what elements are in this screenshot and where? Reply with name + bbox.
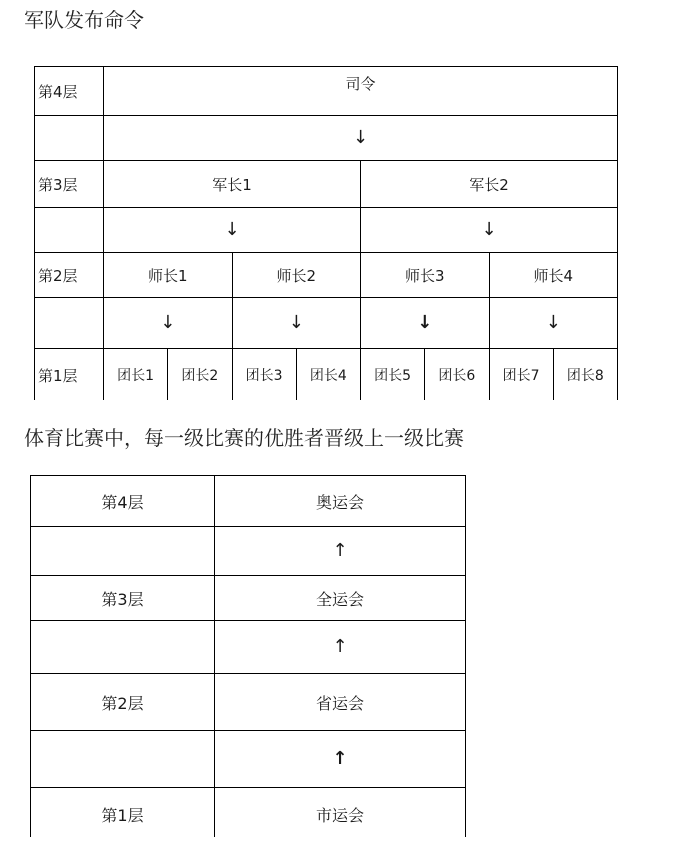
level-label-2: 第2层 (35, 253, 103, 297)
up-arrow-icon: ↑ (332, 636, 348, 657)
down-arrow-icon: ↓ (288, 312, 304, 333)
regiment-commander-cell: 团长7 (490, 349, 553, 401)
arrow-cell (215, 731, 465, 787)
event-cell: 奥运会 (215, 476, 465, 526)
up-arrow-icon: ↑ (332, 540, 348, 561)
regiment-commander-cell: 团长2 (168, 349, 231, 401)
arrow-cell (490, 298, 618, 348)
arrow-cell (215, 621, 465, 673)
army-commander-cell: 军长2 (361, 161, 617, 207)
level-label-1: 第1层 (35, 349, 103, 401)
arrow-cell (361, 298, 489, 348)
regiment-commander-cell: 团长4 (297, 349, 360, 401)
military-command-table (34, 66, 618, 400)
arrow-cell (215, 527, 465, 575)
blank-level-cell (31, 621, 214, 673)
arrow-cell (104, 298, 232, 348)
blank-level-cell (35, 208, 103, 252)
section-title-military: 军队发布命令 (24, 8, 144, 32)
down-arrow-icon: ↓ (160, 312, 176, 333)
arrow-cell (104, 208, 360, 252)
arrow-cell (104, 116, 617, 160)
down-arrow-icon: ↓ (417, 312, 433, 333)
down-arrow-icon: ↓ (481, 219, 497, 240)
event-cell: 全运会 (215, 576, 465, 620)
division-commander-cell: 师长2 (233, 253, 361, 297)
event-cell: 市运会 (215, 788, 465, 840)
down-arrow-icon: ↓ (224, 219, 240, 240)
blank-level-cell (31, 527, 214, 575)
section-title-sports: 体育比赛中，每一级比赛的优胜者晋级上一级比赛 (24, 426, 464, 450)
down-arrow-icon: ↓ (545, 312, 561, 333)
level-label-1: 第1层 (31, 788, 214, 840)
commander-cell: 司令 (104, 67, 617, 115)
regiment-commander-cell: 团长1 (104, 349, 167, 401)
army-commander-cell: 军长1 (104, 161, 360, 207)
level-label-3: 第3层 (31, 576, 214, 620)
division-commander-cell: 师长4 (490, 253, 618, 297)
regiment-commander-cell: 团长6 (425, 349, 488, 401)
blank-level-cell (31, 731, 214, 787)
level-label-2: 第2层 (31, 674, 214, 730)
division-commander-cell: 师长1 (104, 253, 232, 297)
blank-level-cell (35, 298, 103, 348)
level-label-4: 第4层 (31, 476, 214, 526)
division-commander-cell: 师长3 (361, 253, 489, 297)
regiment-commander-cell: 团长8 (554, 349, 617, 401)
arrow-cell (233, 298, 361, 348)
down-arrow-icon: ↓ (352, 127, 369, 148)
level-label-4: 第4层 (35, 67, 103, 115)
blank-level-cell (35, 116, 103, 160)
level-label-3: 第3层 (35, 161, 103, 207)
arrow-cell (361, 208, 617, 252)
event-cell: 省运会 (215, 674, 465, 730)
sports-competition-table (30, 475, 466, 837)
up-arrow-icon: ↑ (332, 748, 348, 769)
regiment-commander-cell: 团长5 (361, 349, 424, 401)
regiment-commander-cell: 团长3 (233, 349, 296, 401)
